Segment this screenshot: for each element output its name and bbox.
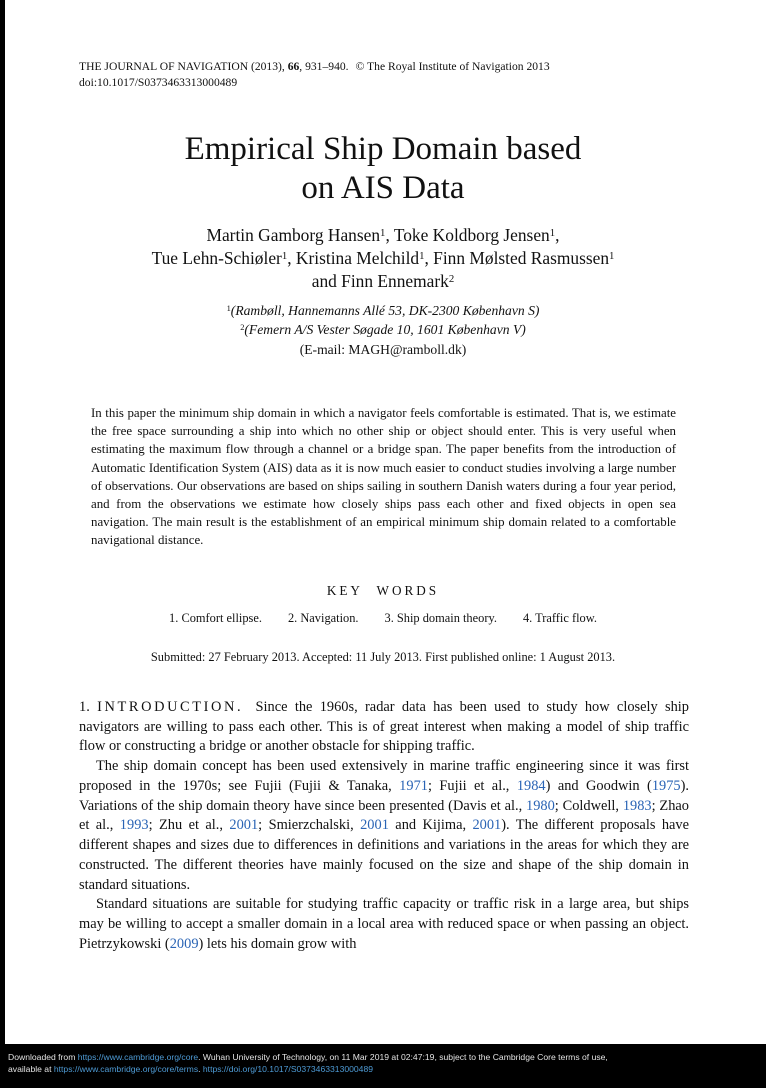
abstract-text: In this paper the minimum ship domain in which a navigator feels comfortable is estimated. That is, we estimate the free space surrounding a ship into which no other ship or object should enter. This is very useful when estimating the maximum flow through a channel or a bridge span. The paper benefits from the introduction of Automatic Identification System (AIS) data as it is now much easier to conduct studies involving a large number of observations. Our observations are based on ships sailing in southern Danish waters during a four year period, and from the observations we estimate how closely ships pass each other and fixed objects in open sea navigation. The main result is the establishment of an empirical minimum ship domain related to a comfortable navigational distance.: [91, 406, 676, 548]
text-segment: (Rambøll, Hannemanns Allé 53, DK-2300 København S): [230, 303, 540, 318]
text-segment: ) lets his domain grow with: [198, 935, 357, 952]
text-segment: ). Variations of the ship domain theory have since been presented (Davis et al.,: [79, 777, 689, 814]
text-segment: 2: [448, 272, 455, 285]
citation-link[interactable]: 1975: [651, 777, 681, 794]
text-segment: Martin Gamborg Hansen: [206, 225, 381, 245]
article-body: [79, 698, 689, 955]
citation-link[interactable]: 1971: [399, 777, 428, 794]
text-segment: The ship domain concept has been used extensively in marine traffic engineering since it was first proposed in the 1970s; see Fujii (Fujii & Tanaka,: [79, 758, 689, 794]
text-segment: , Kristina Melchild: [287, 248, 420, 269]
affiliation-line: [0, 320, 766, 339]
affiliations-block: [0, 301, 766, 359]
affiliation-line: [0, 301, 766, 320]
citation-link[interactable]: 2001: [229, 817, 259, 834]
text-segment: 1: [609, 249, 615, 262]
text-segment: Downloaded from: [8, 1052, 78, 1062]
article-title-line2: on AIS Data: [301, 169, 465, 206]
text-segment: 1.: [79, 699, 98, 715]
text-segment: 1: [226, 302, 231, 313]
citation-link[interactable]: https://www.cambridge.org/core/terms: [53, 1064, 199, 1075]
article-title-line1: Empirical Ship Domain based: [184, 131, 582, 167]
text-segment: available at: [8, 1064, 54, 1075]
text-segment: .: [198, 1064, 203, 1075]
citation-link[interactable]: 2009: [169, 935, 199, 952]
text-segment: INTRODUCTION.: [97, 699, 244, 715]
citation-link[interactable]: https://doi.org/10.1017/S0373463313000489: [202, 1064, 374, 1075]
authors-block: [0, 224, 766, 293]
text-segment: 66: [287, 60, 300, 73]
text-segment: 1: [380, 226, 386, 239]
text-segment: 1: [549, 226, 556, 239]
text-segment: Tue Lehn-Schiøler: [151, 248, 282, 269]
authors-line: [0, 247, 766, 270]
footer-line2: [8, 1063, 758, 1075]
text-segment: , 931–940.: [299, 60, 349, 73]
text-segment: ). The different proposals have different shapes and sizes due to differences in definitions and variations in the areas for which they are constructed. The different theories have mainly focused on the size and shape of the ship domain in standard situations.: [79, 817, 689, 893]
citation-link[interactable]: 1980: [526, 797, 555, 814]
authors-line: [0, 224, 766, 247]
keywords-list: [0, 611, 766, 626]
text-segment: ; Zhao et al.,: [79, 797, 689, 834]
text-segment: Standard situations are suitable for studying traffic capacity or traffic risk in a large area, but ships may be willing to accept a smaller domain in a local area with reduced space or when passing an object. Pietrzykowski (: [79, 896, 689, 952]
citation-link[interactable]: 1993: [119, 817, 149, 834]
citation-link[interactable]: 2001: [472, 817, 502, 834]
text-segment: 4. Traffic flow.: [522, 611, 597, 625]
text-segment: THE JOURNAL OF NAVIGATION (2013),: [79, 60, 288, 73]
citation-link[interactable]: 1983: [622, 797, 652, 814]
text-segment: ,: [555, 225, 560, 245]
text-segment: . Wuhan University of Technology, on 11 Mar 2019 at 02:47:19, subject to the Cambridge Core terms of use,: [198, 1052, 608, 1062]
keywords-heading: KEY WORDS: [326, 583, 440, 598]
text-segment: ; Zhu et al.,: [148, 817, 230, 834]
citation-link[interactable]: https://www.cambridge.org/core: [77, 1052, 199, 1062]
text-segment: , Finn Mølsted Rasmussen: [424, 248, 610, 269]
text-segment: ) and Goodwin (: [545, 777, 652, 794]
text-segment: (Femern A/S Vester Søgade 10, 1601 København V): [244, 322, 526, 338]
footer-line1: [8, 1051, 758, 1063]
citation-link[interactable]: 1984: [516, 777, 546, 794]
citation-link[interactable]: 2001: [360, 817, 389, 834]
text-segment: ; Fujii et al.,: [427, 777, 517, 794]
journal-citation-line: [79, 59, 691, 75]
text-segment: 3. Ship domain theory.: [384, 611, 497, 625]
text-segment: Since the 1960s, radar data has been used to study how closely ship navigators are willing to pass each other. This is of great interest when making a model of ship traffic flow or constructing a bridge or another obstacle for shipping traffic.: [79, 699, 689, 755]
intro-paragraph-1: [79, 698, 689, 757]
cambridge-core-footer: [0, 1044, 766, 1088]
text-segment: 1: [419, 249, 425, 262]
text-segment: 1: [281, 249, 288, 262]
text-segment: © The Royal Institute of Navigation 2013: [355, 60, 550, 73]
authors-line: [0, 270, 766, 293]
intro-paragraph-2: [79, 757, 689, 895]
text-segment: , Toke Koldborg Jensen: [385, 225, 550, 245]
journal-header: [79, 59, 691, 90]
doi-line: doi:10.1017/S0373463313000489: [79, 75, 238, 89]
text-segment: 2: [240, 322, 245, 333]
intro-paragraph-3: [79, 895, 689, 954]
article-title: [0, 130, 766, 207]
text-segment: 2. Navigation.: [287, 611, 359, 625]
text-segment: ; Smierzchalski,: [258, 817, 361, 834]
submission-history-line: Submitted: 27 February 2013. Accepted: 11 July 2013. First published online: 1 August 2013.: [150, 650, 616, 664]
text-segment: and Finn Ennemark: [311, 271, 449, 292]
text-segment: 1. Comfort ellipse.: [169, 611, 262, 625]
email-line: (E-mail: MAGH@ramboll.dk): [299, 341, 467, 357]
text-segment: ; Coldwell,: [554, 797, 623, 814]
text-segment: and Kijima,: [388, 817, 473, 834]
